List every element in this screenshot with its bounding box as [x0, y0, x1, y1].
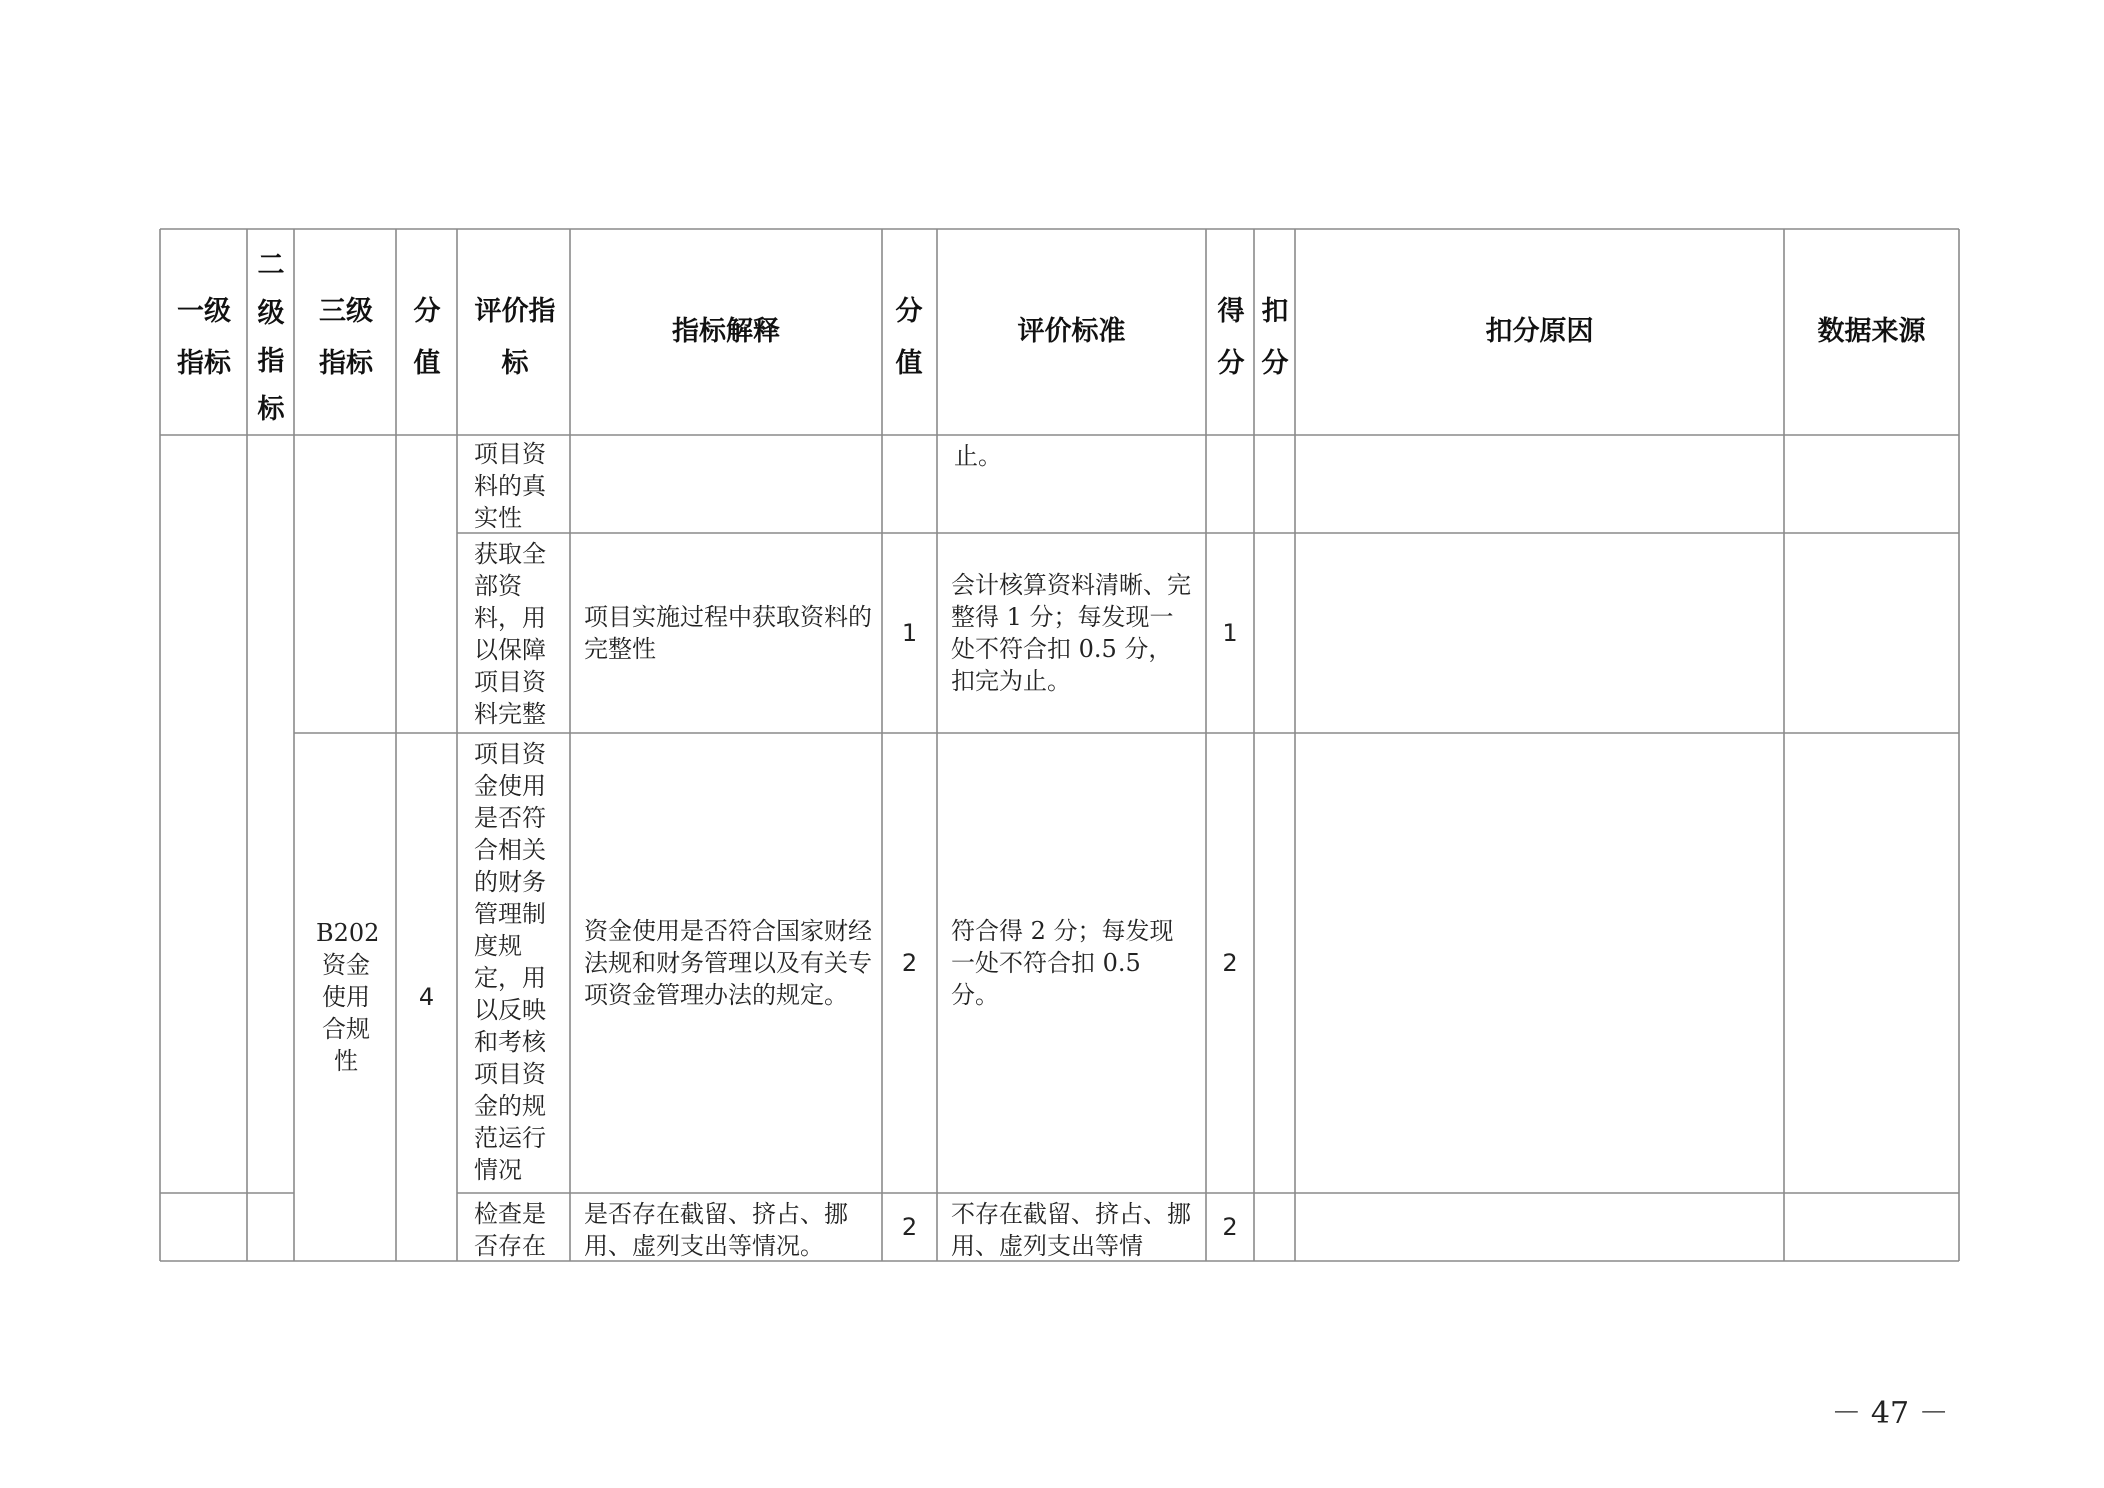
header-data-source: [1784, 229, 1959, 435]
header-level1: [168, 286, 240, 390]
row4-explanation-text: 是否存在截留、挤占、挪用、虚列支出等情况。: [584, 1200, 848, 1260]
row1-indicator: [460, 436, 556, 533]
header-level3-text: 三级指标: [319, 296, 373, 379]
header-deducted: [1259, 286, 1291, 390]
row2-indicator-text: 获取全部资料，用以保障项目资料完整: [474, 540, 546, 728]
row1-score: [882, 435, 937, 533]
row1-criteria-text: 止。: [954, 442, 1002, 470]
row4-score: [882, 1193, 937, 1261]
row3-level3-score: [396, 733, 457, 1261]
row3-explanation: [570, 733, 882, 1193]
header-deducted-text: 扣分: [1261, 296, 1289, 379]
header-level3: [310, 286, 382, 390]
header-deduct-reason: [1295, 229, 1784, 435]
row3-score-text: 2: [901, 949, 918, 977]
row3-criteria-text: 符合得 2 分；每发现一处不符合扣 0.5 分。: [951, 917, 1174, 1009]
row3-obtained-text: 2: [1222, 949, 1238, 977]
row1-explanation: [570, 435, 882, 533]
row3-score: [882, 733, 937, 1193]
row1-obtained: [1206, 435, 1254, 533]
header-explanation: [570, 229, 882, 435]
header-explanation-text: 指标解释: [672, 316, 780, 347]
row3-indicator: [460, 736, 556, 1193]
row2-criteria-text: 会计核算资料清晰、完整得 1 分；每发现一处不符合扣 0.5 分，扣完为止。: [951, 571, 1191, 695]
row2-score: [882, 533, 937, 733]
row3-level3: [310, 733, 382, 1261]
header-criteria: [937, 229, 1206, 435]
row4-criteria: [937, 1196, 1206, 1261]
header-level2-text: 二级指标: [257, 250, 285, 425]
row1-indicator-text: 项目资料的真实性: [474, 440, 546, 532]
row4-obtained-text: 2: [1222, 1213, 1238, 1241]
row4-indicator-text: 检查是否存在: [474, 1200, 546, 1260]
row2-explanation: [570, 533, 882, 733]
header-data-source-text: 数据来源: [1817, 316, 1926, 347]
row2-indicator: [460, 536, 556, 733]
row4-obtained: [1206, 1193, 1254, 1261]
row2-obtained: [1206, 533, 1254, 733]
page-number: [1820, 1388, 1960, 1432]
row3-explanation-text: 资金使用是否符合国家财经法规和财务管理以及有关专项资金管理办法的规定。: [584, 917, 872, 1009]
header-obtained: [1215, 286, 1247, 390]
row3-level3-text: B202资金使用合规性: [316, 919, 380, 1075]
row3-indicator-text: 项目资金使用是否符合相关的财务管理制度规定，用以反映和考核项目资金的规范运行情况: [474, 740, 546, 1184]
row4-indicator: [460, 1196, 556, 1261]
row2-obtained-text: 1: [1222, 619, 1238, 647]
header-eval-indicator: [468, 286, 562, 390]
header-score-a-text: 分值: [413, 296, 441, 379]
row2-explanation-text: 项目实施过程中获取资料的完整性: [584, 603, 872, 663]
row3-obtained: [1206, 733, 1254, 1193]
header-score-a: [411, 286, 443, 390]
header-level2: [253, 242, 289, 434]
header-deduct-reason-text: 扣分原因: [1485, 316, 1594, 347]
row2-score-text: 1: [901, 619, 918, 647]
header-score-b-text: 分值: [895, 296, 923, 379]
header-obtained-text: 得分: [1217, 296, 1245, 379]
row3-level3-score-text: 4: [418, 983, 435, 1011]
row4-criteria-text: 不存在截留、挤占、挪用、虚列支出等情: [951, 1200, 1191, 1260]
row4-explanation: [570, 1196, 882, 1261]
header-eval-indicator-text: 评价指标: [474, 296, 556, 379]
page-number-text: － 47 －: [1831, 1396, 1949, 1431]
header-score-b: [893, 286, 925, 390]
header-criteria-text: 评价标准: [1017, 316, 1126, 347]
row4-score-text: 2: [901, 1213, 918, 1241]
row2-criteria: [937, 533, 1206, 733]
row1-criteria: [940, 438, 1200, 533]
header-level1-text: 一级指标: [177, 296, 231, 379]
row3-criteria: [937, 733, 1206, 1193]
